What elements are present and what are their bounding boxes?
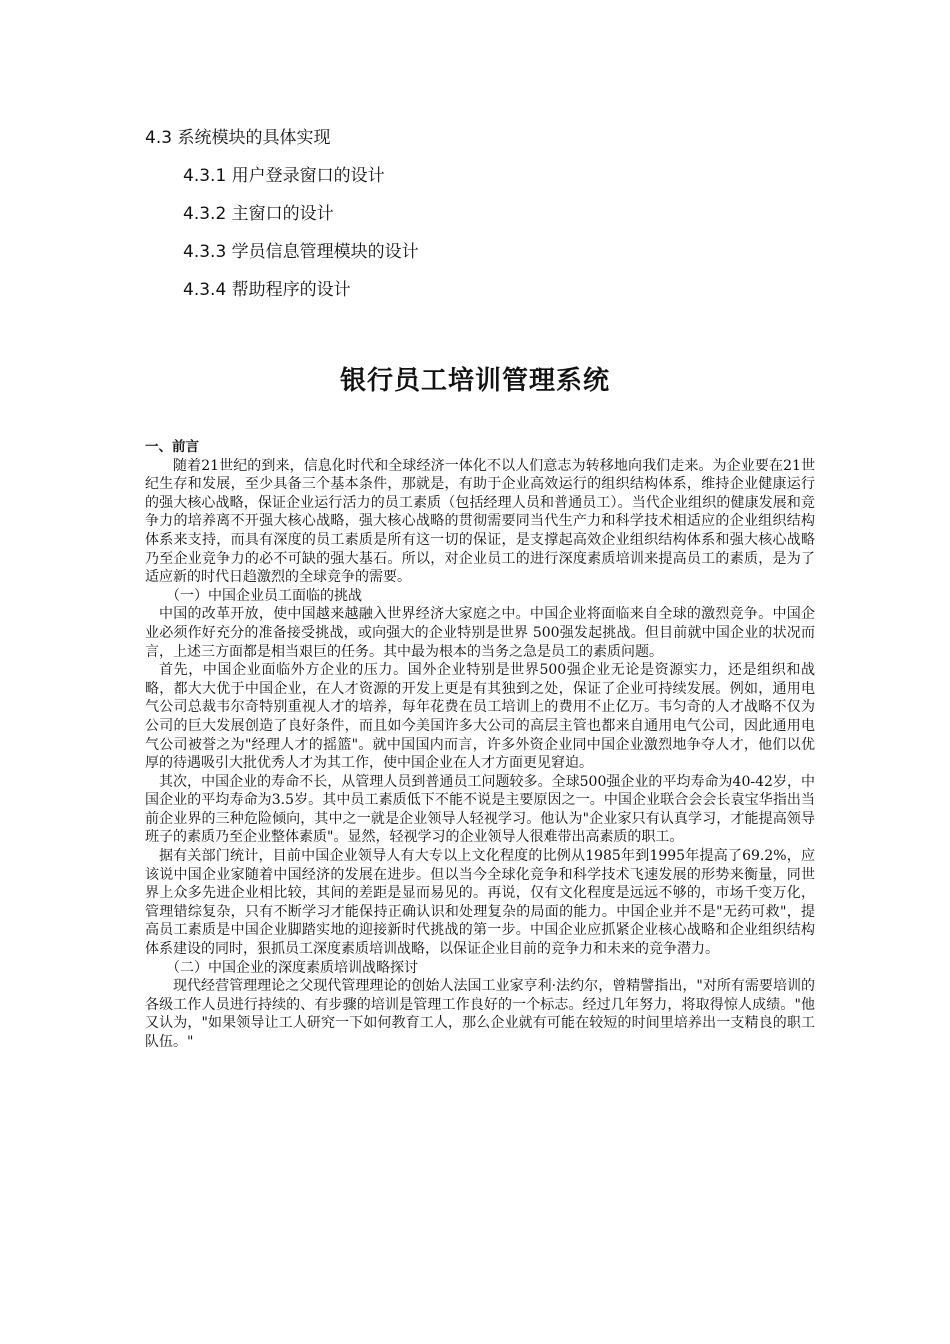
document-body: [145, 438, 815, 1052]
toc-item-4-3-2: 4.3.2 主窗口的设计: [183, 204, 334, 224]
table-of-contents: [145, 122, 845, 312]
paragraph-statistics: 据有关部门统计，目前中国企业领导人有大专以上文化程度的比例从1985年到1995年提高了69.2%，应该说中国企业家随着中国经济的发展在进步。但以当今全球化竞争和科学技术飞速发展的形势来衡量，同世界上众多先进企业相比较，其间的差距是显而易见的。再说，仅有文化程度是远远不够的，市场千变万化，管理错综复杂，只有不断学习才能保持正确认识和处理复杂的局面的能力。中国企业并不是"无药可救"，提高员工素质是中国企业脚踏实地的迎接新时代挑战的第一步。中国企业应抓紧企业核心战略和企业组织结构体系建设的同时，狠抓员工深度素质培训战略，以保证企业目前的竞争力和未来的竞争潜力。: [145, 848, 815, 958]
document-title: 银行员工培训管理系统: [339, 366, 610, 396]
paragraph-foreign-pressure: 首先，中国企业面临外方企业的压力。国外企业特别是世界500强企业无论是资源实力，还是组织和战略，都大大优于中国企业，在人才资源的开发上更是有其独到之处，保证了企业可持续发展。例如，通用电气公司总裁韦尔奇特别重视人才的培养，每年花费在员工培训上的费用不止亿万。韦匀奇的人才战略不仅为公司的巨大发展创造了良好条件，而且如今美国许多大公司的高层主管也都来自通用电气公司，因此通用电气公司被誉之为"经理人才的摇篮"。就中国国内而言，许多外资企业同中国企业激烈地争夺人才，他们以优厚的待遇吸引大批优秀人才为其工作，使中国企业在人才方面更见窘迫。: [145, 662, 815, 772]
paragraph-intro: 随着21世纪的到来，信息化时代和全球经济一体化不以人们意志为转移地向我们走来。为企业要在21世纪生存和发展，至少具备三个基本条件，那就是，有助于企业高效运行的组织结构体系，维持企业健康运行的强大核心战略，保证企业运行活力的员工素质（包括经理人员和普通员工）。当代企业组织的健康发展和竞争力的培养离不开强大核心战略，强大核心战略的贯彻需要同当代生产力和科学技术相适应的企业组织结构体系来支持，而具有深度的员工素质是所有这一切的保证，是支撑起高效企业组织结构体系和强大核心战略乃至企业竞争力的必不可缺的强大基石。所以，对企业员工的进行深度素质培训来提高员工的素质，是为了适应新的时代日趋激烈的全球竞争的需要。: [145, 457, 815, 586]
toc-section-4-3: 4.3 系统模块的具体实现: [145, 128, 331, 148]
subsection-heading-challenges: （一）中国企业员工面临的挑战: [166, 587, 362, 604]
paragraph-fayol: 现代经营管理理论之父现代管理理论的创始人法国工业家亨利·法约尔，曾精譬指出，"对所有需要培训的各级工作人员进行持续的、有步骤的培训是管理工作良好的一个标志。经过几年努力，将取得惊人成绩。"他又认为，"如果领导让工人研究一下如何教育工人，那么企业就有可能在较短的时间里培养出一支精良的职工队伍。": [145, 978, 815, 1050]
subsection-heading-strategy: （二）中国企业的深度素质培训战略探讨: [166, 959, 418, 976]
toc-item-4-3-1: 4.3.1 用户登录窗口的设计: [183, 166, 385, 186]
section-heading-preface: 一、前言: [145, 439, 199, 455]
toc-item-4-3-4: 4.3.4 帮助程序的设计: [183, 280, 351, 300]
paragraph-reform: 中国的改革开放，使中国越来越融入世界经济大家庭之中。中国企业将面临来自全球的激烈竞争。中国企业必须作好充分的准备接受挑战，或向强大的企业特别是世界 500强发起挑战。但目前就中国企业的状况而言，上述三方面都是相当艰巨的任务。其中最为根本的当务之急是员工的素质问题。: [145, 606, 815, 660]
paragraph-lifespan: 其次，中国企业的寿命不长，从管理人员到普通员工问题较多。全球500强企业的平均寿命为40-42岁，中国企业的平均寿命为3.5岁。其中员工素质低下不能不说是主要原因之一。中国企业联合会会长袁宝华指出当前企业界的三种危险倾向，其中之一就是企业领导人轻视学习。他认为"企业家只有认真学习，才能提高领导班子的素质乃至企业整体素质"。显然，轻视学习的企业领导人很难带出高素质的职工。: [145, 773, 815, 846]
toc-item-4-3-3: 4.3.3 学员信息管理模块的设计: [183, 242, 419, 262]
